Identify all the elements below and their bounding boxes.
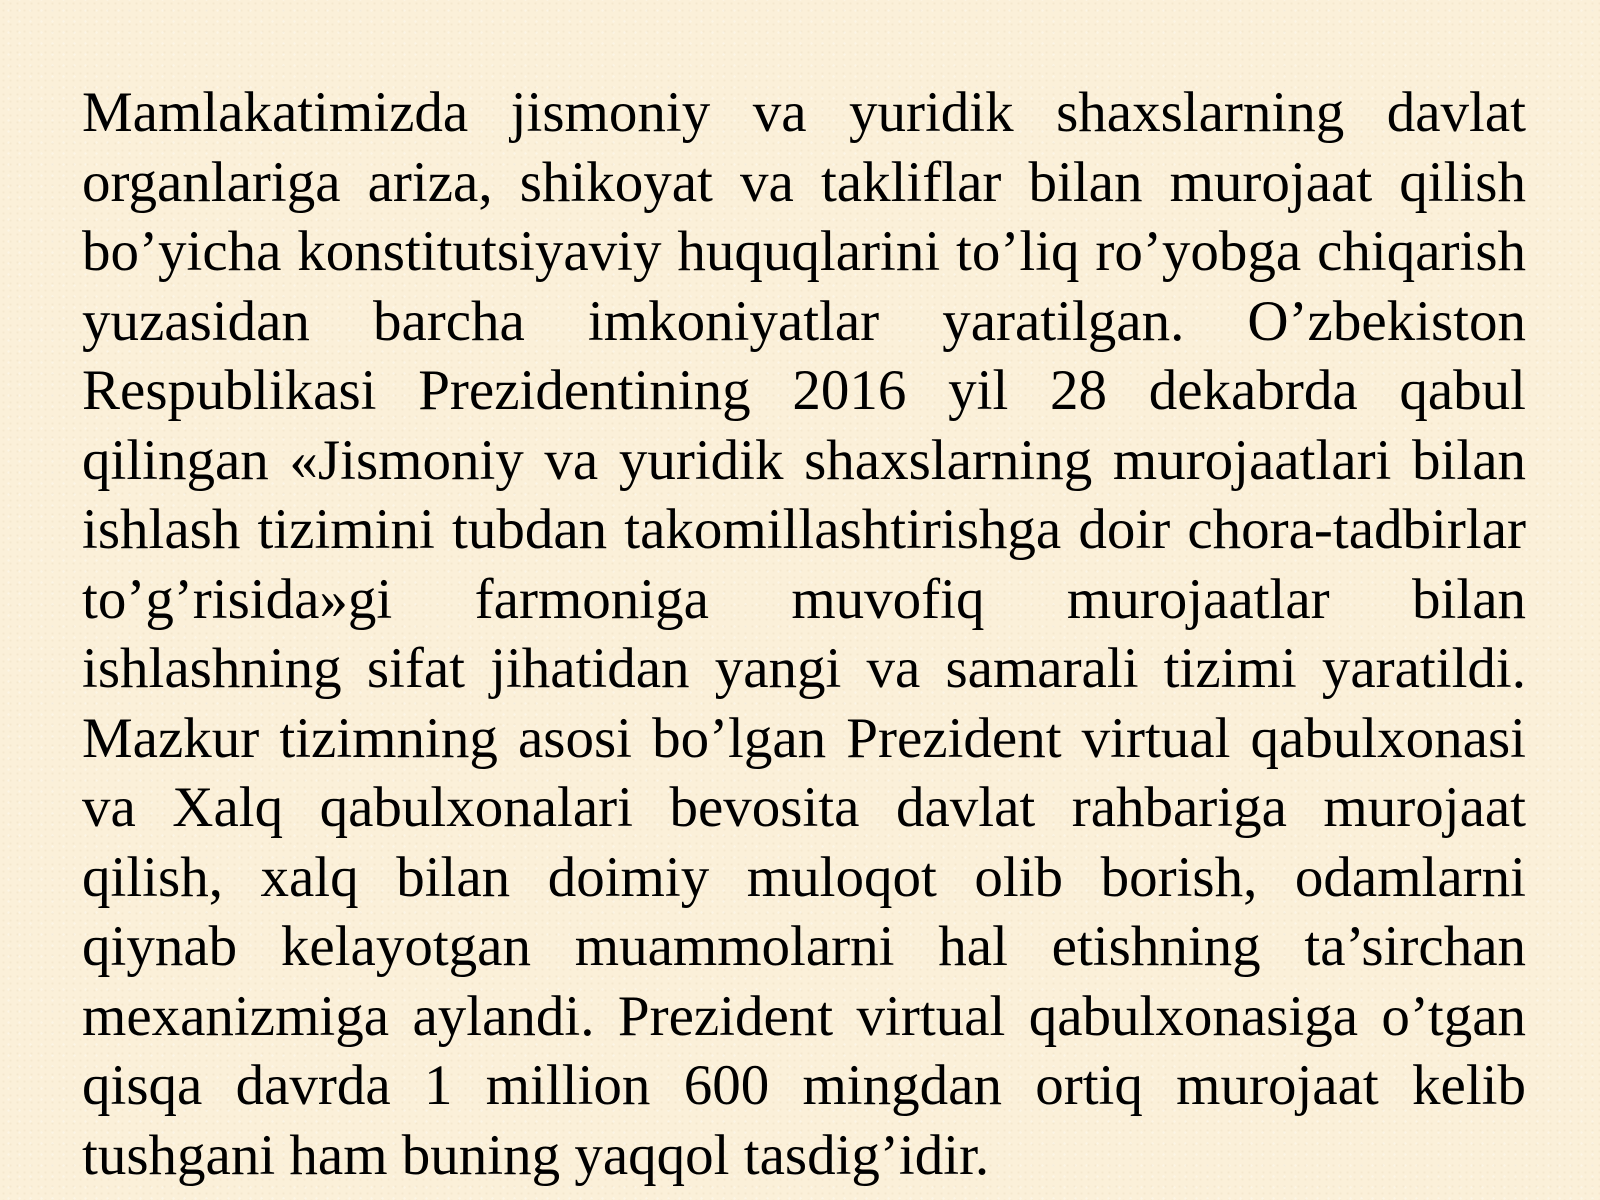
body-paragraph: Mamlakatimizda jismoniy va yuridik shaxslarning davlat organlariga ariza, shikoyat va takliflar bilan murojaat qilish bo’yicha konstitutsiyaviy huquqlarini to’liq ro’yobga chiqarish yuzasidan barcha imkoniyatlar yaratilgan. O’zbekiston Respublikasi Prezidentining 2016 yil 28 dekabrda qabul qilingan «Jismoniy va yuridik shaxslarning murojaatlari bilan ishlash tizimini tubdan takomillashtirishga doir chora-tadbirlar to’g’risida»gi farmoniga muvofiq murojaatlar bilan ishlashning sifat jihatidan yangi va samarali tizimi yaratildi. Mazkur tizimning asosi bo’lgan Prezident virtual qabulxonasi va Xalq qabulxonalari bevosita davlat rahbariga murojaat qilish, xalq bilan doimiy muloqot olib borish, odamlarni qiynab kelayotgan muammolarni hal etishning ta’sirchan mexanizmiga aylandi. Prezident virtual qabulxonasiga o’tgan qisqa davrda 1 million 600 mingdan ortiq murojaat kelib tushgani ham buning yaqqol tasdig’idir. xyxy=(82,81,1526,1187)
